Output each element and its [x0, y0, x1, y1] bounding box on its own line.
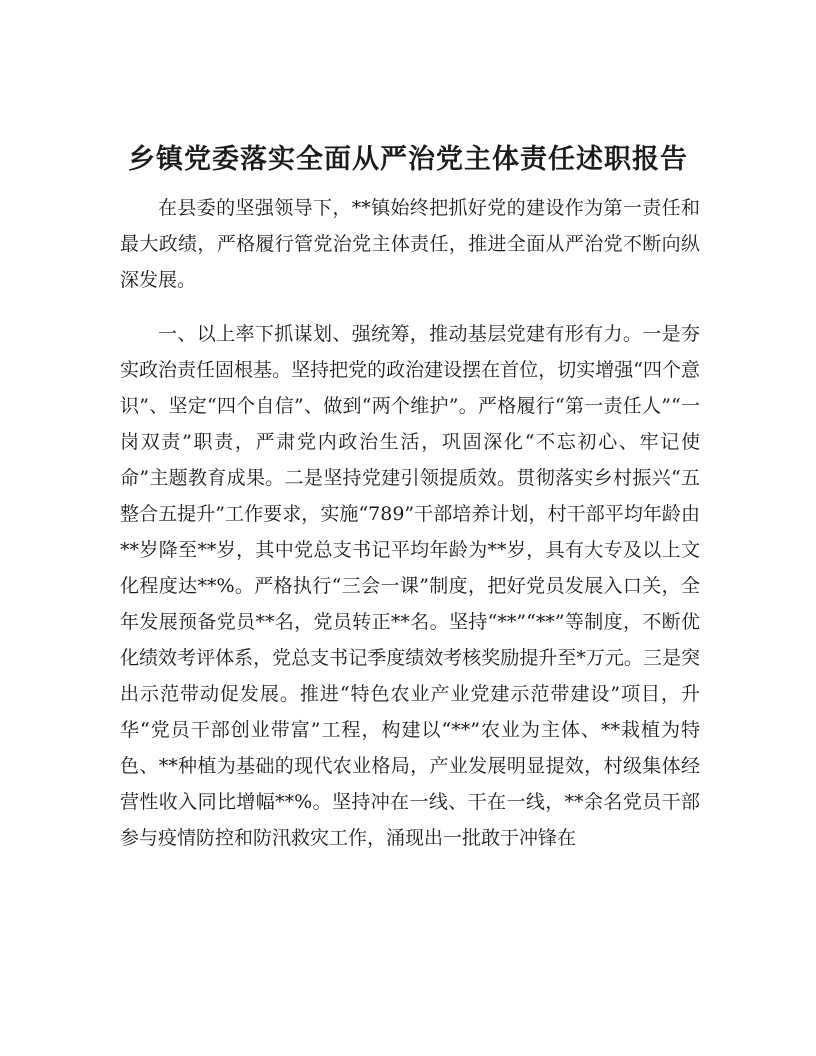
document-body [120, 190, 700, 874]
paragraph-intro: 在县委的坚强领导下，**镇始终把抓好党的建设作为第一责任和最大政绩，严格履行管党治党主体责任，推进全面从严治党不断向纵深发展。 [120, 197, 700, 291]
paragraph-section-one: 一、以上率下抓谋划、强统筹，推动基层党建有形有力。一是夯实政治责任固根基。坚持把党的政治建设摆在首位，切实增强“四个意识”、坚定“四个自信”、做到“两个维护”。严格履行“第一责任人”“一岗双责”职责，严肃党内政治生活，巩固深化“不忘初心、牢记使命”主题教育成果。二是坚持党建引领提质效。贯彻落实乡村振兴“五整合五提升”工作要求，实施“789”干部培养计划，村干部平均年龄由**岁降至**岁，其中党总支书记平均年龄为**岁，具有大专及以上文化程度达**%。严格执行“三会一课”制度，把好党员发展入口关，全年发展预备党员**名，党员转正**名。坚持“**”“**”等制度，不断优化绩效考评体系，党总支书记季度绩效考核奖励提升至*万元。三是突出示范带动促发展。推进“特色农业产业党建示范带建设”项目，升华“党员干部创业带富”工程，构建以“**”农业为主体、**栽植为特色、**种植为基础的现代农业格局，产业发展明显提效，村级集体经营性收入同比增幅**%。坚持冲在一线、干在一线，**余名党员干部参与疫情防控和防汛救灾工作，涌现出一批敢于冲锋在 [120, 323, 700, 849]
document-title: 乡镇党委落实全面从严治党主体责任述职报告 [128, 144, 688, 175]
